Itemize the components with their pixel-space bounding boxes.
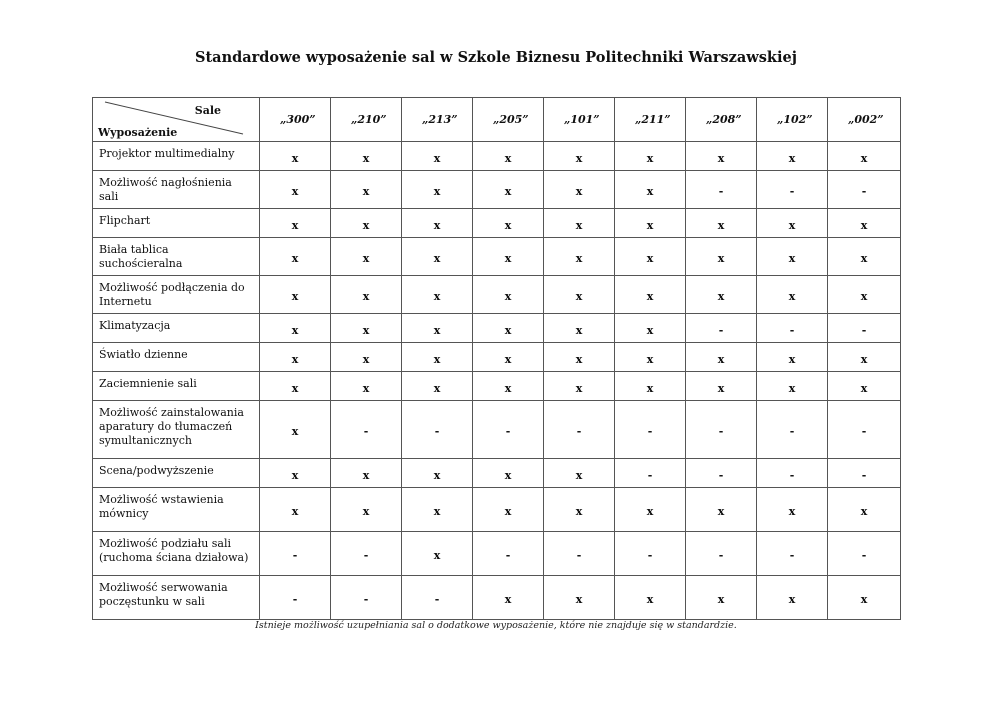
- availability-cell: x: [331, 238, 402, 276]
- availability-cell: x: [686, 276, 757, 314]
- availability-cell: x: [544, 372, 615, 401]
- availability-cell: x: [473, 372, 544, 401]
- equipment-label: Klimatyzacja: [93, 314, 260, 343]
- availability-cell: x: [686, 372, 757, 401]
- availability-cell: x: [757, 276, 828, 314]
- availability-cell: -: [828, 314, 901, 343]
- availability-cell: x: [757, 372, 828, 401]
- availability-cell: -: [828, 401, 901, 459]
- equipment-label: Scena/podwyższenie: [93, 459, 260, 488]
- availability-cell: x: [757, 238, 828, 276]
- availability-cell: x: [544, 343, 615, 372]
- equipment-label: Biała tablica suchościeralna: [93, 238, 260, 276]
- table-row: [93, 238, 901, 276]
- table-row: [93, 372, 901, 401]
- availability-cell: x: [260, 142, 331, 171]
- availability-cell: x: [828, 372, 901, 401]
- equipment-label: Możliwość podłączenia do Internetu: [93, 276, 260, 314]
- availability-cell: x: [473, 142, 544, 171]
- availability-cell: -: [473, 401, 544, 459]
- availability-cell: x: [828, 576, 901, 620]
- availability-cell: x: [544, 209, 615, 238]
- availability-cell: x: [473, 459, 544, 488]
- room-header: „101”: [544, 98, 615, 142]
- availability-cell: x: [260, 314, 331, 343]
- availability-cell: x: [544, 459, 615, 488]
- availability-cell: -: [402, 401, 473, 459]
- equipment-axis-label: Wyposażenie: [98, 126, 178, 139]
- availability-cell: -: [473, 532, 544, 576]
- availability-cell: x: [544, 142, 615, 171]
- availability-cell: -: [828, 532, 901, 576]
- availability-cell: x: [757, 343, 828, 372]
- equipment-label: Projektor multimedialny: [93, 142, 260, 171]
- availability-cell: x: [260, 238, 331, 276]
- equipment-label: Możliwość zainstalowania aparatury do tłumaczeń symultanicznych: [93, 401, 260, 459]
- availability-cell: x: [402, 343, 473, 372]
- table-header-row: [93, 98, 901, 142]
- availability-cell: x: [331, 314, 402, 343]
- availability-cell: x: [402, 488, 473, 532]
- availability-cell: x: [260, 488, 331, 532]
- availability-cell: -: [686, 459, 757, 488]
- availability-cell: x: [402, 459, 473, 488]
- availability-cell: -: [686, 532, 757, 576]
- availability-cell: x: [260, 343, 331, 372]
- availability-cell: x: [473, 276, 544, 314]
- availability-cell: x: [615, 372, 686, 401]
- availability-cell: x: [331, 142, 402, 171]
- availability-cell: x: [331, 488, 402, 532]
- table-row: [93, 401, 901, 459]
- availability-cell: x: [615, 142, 686, 171]
- table-row: [93, 314, 901, 343]
- availability-cell: x: [260, 459, 331, 488]
- availability-cell: x: [757, 576, 828, 620]
- availability-cell: x: [686, 343, 757, 372]
- table-corner-cell: [93, 98, 260, 142]
- availability-cell: x: [828, 209, 901, 238]
- availability-cell: x: [686, 576, 757, 620]
- room-header: „002”: [828, 98, 901, 142]
- table-row: [93, 142, 901, 171]
- availability-cell: -: [331, 576, 402, 620]
- table-row: [93, 209, 901, 238]
- availability-cell: -: [331, 532, 402, 576]
- equipment-label: Możliwość serwowania poczęstunku w sali: [93, 576, 260, 620]
- availability-cell: x: [615, 171, 686, 209]
- availability-cell: x: [544, 488, 615, 532]
- availability-cell: x: [473, 238, 544, 276]
- table-row: [93, 171, 901, 209]
- room-header: „208”: [686, 98, 757, 142]
- availability-cell: x: [331, 459, 402, 488]
- availability-cell: -: [828, 171, 901, 209]
- availability-cell: -: [331, 401, 402, 459]
- availability-cell: x: [615, 238, 686, 276]
- availability-cell: x: [828, 488, 901, 532]
- availability-cell: x: [473, 314, 544, 343]
- availability-cell: x: [544, 238, 615, 276]
- availability-cell: x: [331, 276, 402, 314]
- availability-cell: x: [473, 171, 544, 209]
- availability-cell: x: [615, 343, 686, 372]
- room-header: „205”: [473, 98, 544, 142]
- availability-cell: x: [686, 488, 757, 532]
- availability-cell: x: [260, 209, 331, 238]
- availability-cell: x: [686, 209, 757, 238]
- availability-cell: x: [260, 171, 331, 209]
- availability-cell: -: [686, 171, 757, 209]
- availability-cell: x: [402, 276, 473, 314]
- availability-cell: x: [402, 171, 473, 209]
- availability-cell: -: [615, 532, 686, 576]
- availability-cell: -: [686, 314, 757, 343]
- availability-cell: x: [473, 576, 544, 620]
- availability-cell: x: [615, 576, 686, 620]
- availability-cell: -: [402, 576, 473, 620]
- availability-cell: x: [331, 209, 402, 238]
- equipment-label: Możliwość podziału sali (ruchoma ściana działowa): [93, 532, 260, 576]
- availability-cell: -: [615, 401, 686, 459]
- room-header: „210”: [331, 98, 402, 142]
- availability-cell: x: [544, 171, 615, 209]
- availability-cell: x: [331, 343, 402, 372]
- availability-cell: x: [402, 314, 473, 343]
- room-header: „102”: [757, 98, 828, 142]
- equipment-table: [92, 97, 901, 620]
- availability-cell: -: [260, 532, 331, 576]
- availability-cell: -: [757, 401, 828, 459]
- equipment-label: Flipchart: [93, 209, 260, 238]
- footnote: Istnieje możliwość uzupełniania sal o dodatkowe wyposażenie, które nie znajduje się w standardzie.: [255, 620, 737, 631]
- availability-cell: x: [473, 343, 544, 372]
- availability-cell: x: [615, 276, 686, 314]
- availability-cell: x: [260, 401, 331, 459]
- availability-cell: x: [331, 171, 402, 209]
- availability-cell: x: [686, 142, 757, 171]
- availability-cell: x: [757, 488, 828, 532]
- availability-cell: -: [757, 314, 828, 343]
- room-header: „211”: [615, 98, 686, 142]
- availability-cell: -: [686, 401, 757, 459]
- document-title: Standardowe wyposażenie sal w Szkole Biznesu Politechniki Warszawskiej: [195, 49, 797, 66]
- availability-cell: x: [402, 142, 473, 171]
- availability-cell: x: [615, 488, 686, 532]
- table-row: [93, 459, 901, 488]
- availability-cell: x: [473, 209, 544, 238]
- equipment-label: Zaciemnienie sali: [93, 372, 260, 401]
- table-row: [93, 488, 901, 532]
- availability-cell: x: [686, 238, 757, 276]
- availability-cell: -: [544, 401, 615, 459]
- table-row: [93, 576, 901, 620]
- table-row: [93, 343, 901, 372]
- availability-cell: x: [828, 343, 901, 372]
- availability-cell: x: [544, 576, 615, 620]
- availability-cell: x: [402, 238, 473, 276]
- availability-cell: x: [757, 142, 828, 171]
- table-row: [93, 532, 901, 576]
- availability-cell: -: [260, 576, 331, 620]
- availability-cell: x: [544, 276, 615, 314]
- availability-cell: -: [544, 532, 615, 576]
- availability-cell: -: [757, 459, 828, 488]
- availability-cell: -: [757, 532, 828, 576]
- availability-cell: x: [828, 238, 901, 276]
- availability-cell: x: [402, 532, 473, 576]
- availability-cell: x: [402, 209, 473, 238]
- availability-cell: -: [615, 459, 686, 488]
- availability-cell: x: [757, 209, 828, 238]
- availability-cell: x: [615, 209, 686, 238]
- availability-cell: x: [615, 314, 686, 343]
- room-header: „213”: [402, 98, 473, 142]
- availability-cell: x: [544, 314, 615, 343]
- availability-cell: x: [828, 276, 901, 314]
- table-row: [93, 276, 901, 314]
- availability-cell: x: [260, 276, 331, 314]
- rooms-axis-label: Sale: [194, 104, 221, 117]
- availability-cell: -: [757, 171, 828, 209]
- availability-cell: -: [828, 459, 901, 488]
- availability-cell: x: [828, 142, 901, 171]
- equipment-label: Możliwość nagłośnienia sali: [93, 171, 260, 209]
- availability-cell: x: [260, 372, 331, 401]
- table-body: [93, 142, 901, 620]
- availability-cell: x: [402, 372, 473, 401]
- equipment-label: Światło dzienne: [93, 343, 260, 372]
- availability-cell: x: [473, 488, 544, 532]
- room-header: „300”: [260, 98, 331, 142]
- equipment-label: Możliwość wstawienia mównicy: [93, 488, 260, 532]
- availability-cell: x: [331, 372, 402, 401]
